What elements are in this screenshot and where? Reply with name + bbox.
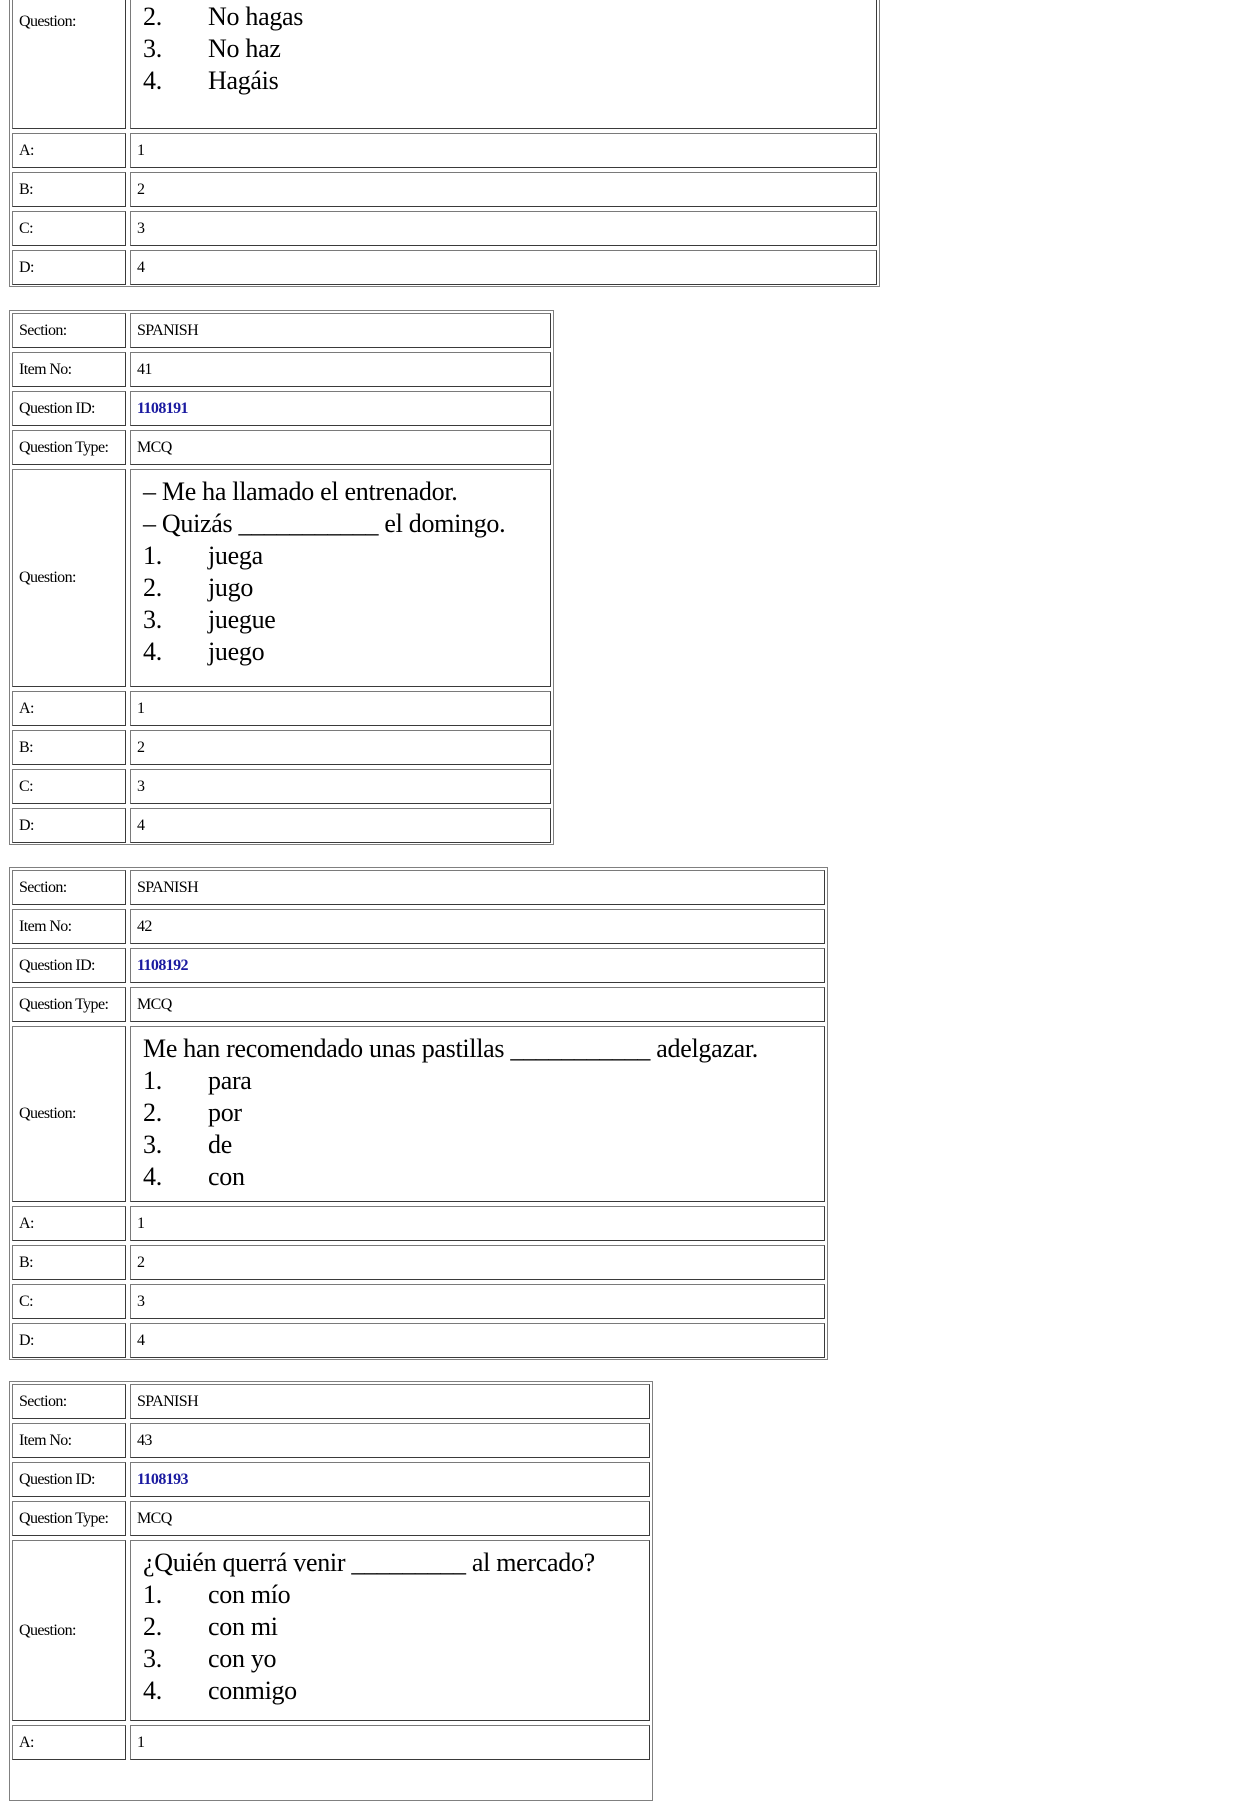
item-no-label: Item No: [12, 1423, 126, 1458]
answer-d-label: D: [12, 1323, 126, 1358]
answer-b-value: 2 [130, 172, 877, 207]
option-3: 3. No haz [143, 34, 281, 63]
answer-b-value: 2 [130, 730, 551, 765]
answer-a-value: 1 [130, 1725, 650, 1760]
item-no-label: Item No: [12, 909, 126, 944]
question-block-42 [9, 867, 828, 1360]
question-id-value[interactable]: 1108191 [130, 391, 551, 426]
question-content [130, 1540, 650, 1721]
answer-d-value: 4 [130, 1323, 825, 1358]
answer-a-label: A: [12, 133, 126, 168]
option-2: 2. No hagas [143, 2, 304, 31]
option-4: 4. conmigo [143, 1676, 297, 1705]
item-no-label: Item No: [12, 352, 126, 387]
answer-c-value: 3 [130, 1284, 825, 1319]
option-3: 3. de [143, 1130, 232, 1159]
answer-d-value: 4 [130, 250, 877, 285]
answer-d-value: 4 [130, 808, 551, 843]
question-label: Question: [12, 1026, 126, 1202]
item-no-value: 42 [130, 909, 825, 944]
section-label: Section: [12, 870, 126, 905]
answer-a-label: A: [12, 1206, 126, 1241]
option-1: 1. para [143, 1066, 252, 1095]
question-label: Question: [12, 469, 126, 687]
answer-a-value: 1 [130, 691, 551, 726]
answer-c-value: 3 [130, 211, 877, 246]
item-no-value: 43 [130, 1423, 650, 1458]
option-3: 3. con yo [143, 1644, 277, 1673]
option-4: 4. Hagáis [143, 66, 279, 95]
option-2: 2. con mi [143, 1612, 278, 1641]
answer-b-value: 2 [130, 1245, 825, 1280]
answer-a-value: 1 [130, 133, 877, 168]
answer-b-label: B: [12, 172, 126, 207]
option-1: 1. juega [143, 541, 263, 570]
question-block-43 [9, 1381, 653, 1801]
item-no-value: 41 [130, 352, 551, 387]
question-type-value: MCQ [130, 430, 551, 465]
option-3: 3. juegue [143, 605, 276, 634]
answer-d-label: D: [12, 808, 126, 843]
question-line: Me han recomendado unas pastillas ___________ adelgazar. [143, 1034, 758, 1063]
answer-c-label: C: [12, 1284, 126, 1319]
answer-c-label: C: [12, 769, 126, 804]
question-type-value: MCQ [130, 987, 825, 1022]
section-value: SPANISH [130, 1384, 650, 1419]
question-type-label: Question Type: [12, 1501, 126, 1536]
answer-c-value: 3 [130, 769, 551, 804]
question-type-value: MCQ [130, 1501, 650, 1536]
question-id-label: Question ID: [12, 391, 126, 426]
question-label: Question: [12, 0, 126, 129]
section-value: SPANISH [130, 313, 551, 348]
question-id-label: Question ID: [12, 948, 126, 983]
option-2: 2. jugo [143, 573, 254, 602]
question-id-value[interactable]: 1108193 [130, 1462, 650, 1497]
option-1: 1. con mío [143, 1580, 291, 1609]
answer-b-label: B: [12, 730, 126, 765]
answer-a-label: A: [12, 691, 126, 726]
answer-b-label: B: [12, 1245, 126, 1280]
option-4: 4. con [143, 1162, 245, 1191]
answer-c-label: C: [12, 211, 126, 246]
question-content [130, 1026, 825, 1202]
answer-a-value: 1 [130, 1206, 825, 1241]
question-content [130, 0, 877, 129]
question-type-label: Question Type: [12, 430, 126, 465]
question-label: Question: [12, 1540, 126, 1721]
option-4: 4. juego [143, 637, 265, 666]
section-label: Section: [12, 313, 126, 348]
section-value: SPANISH [130, 870, 825, 905]
answer-a-label: A: [12, 1725, 126, 1760]
question-line: – Quizás ___________ el domingo. [143, 509, 506, 538]
question-id-label: Question ID: [12, 1462, 126, 1497]
section-label: Section: [12, 1384, 126, 1419]
question-line: ¿Quién querrá venir _________ al mercado? [143, 1548, 595, 1577]
question-line: – Me ha llamado el entrenador. [143, 477, 458, 506]
option-2: 2. por [143, 1098, 242, 1127]
question-content [130, 469, 551, 687]
answer-d-label: D: [12, 250, 126, 285]
question-type-label: Question Type: [12, 987, 126, 1022]
question-id-value[interactable]: 1108192 [130, 948, 825, 983]
question-block-41 [9, 310, 554, 845]
question-block-40 [9, 0, 880, 287]
